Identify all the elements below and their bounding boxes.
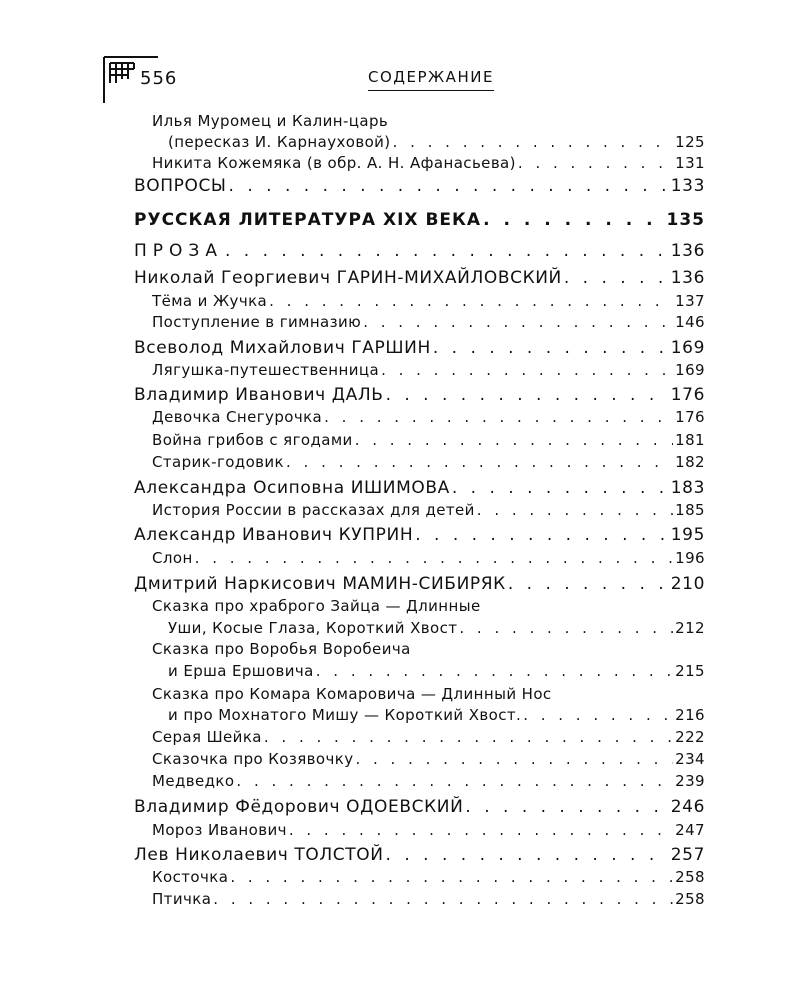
toc-entry-vorobey[interactable] xyxy=(168,662,705,680)
toc-entry-title: Александра Осиповна ИШИМОВА xyxy=(134,478,450,498)
toc-entry-moroz[interactable] xyxy=(152,821,705,839)
toc-entry-devochka[interactable] xyxy=(152,408,705,426)
toc-page-number: 195 xyxy=(670,525,705,545)
toc-page-number: 176 xyxy=(670,385,705,405)
toc-author-tolstoy[interactable] xyxy=(134,845,705,865)
toc-page-number: 183 xyxy=(670,478,705,498)
toc-entry-title: Мороз Иванович xyxy=(152,821,287,839)
toc-page-number: 239 xyxy=(675,772,705,790)
toc-author-garin[interactable] xyxy=(134,268,705,288)
toc-entry-title: Лев Николаевич ТОЛСТОЙ xyxy=(134,845,384,865)
toc-entry-ilya[interactable] xyxy=(168,133,705,151)
toc-page-number: 234 xyxy=(675,750,705,768)
toc-entry-istoriya[interactable] xyxy=(152,501,705,519)
toc-entry-zayats[interactable] xyxy=(168,619,705,637)
toc-author-dal[interactable] xyxy=(134,385,705,405)
toc-author-garshin[interactable] xyxy=(134,338,705,358)
toc-entry-title: Владимир Фёдорович ОДОЕВСКИЙ xyxy=(134,797,464,817)
toc-entry-title: Косточка xyxy=(152,868,229,886)
toc-author-mamin[interactable] xyxy=(134,574,705,594)
toc-page-number: 247 xyxy=(675,821,705,839)
toc-entry-medvedko[interactable] xyxy=(152,772,705,790)
toc-page-number: 258 xyxy=(675,890,705,908)
toc-entry-tema[interactable] xyxy=(152,292,705,310)
page-number: 556 xyxy=(140,68,178,89)
toc-entry-zayats-line1: Сказка про храброго Зайца — Длинные xyxy=(152,597,481,615)
toc-entry-title: Лягушка-путешественница xyxy=(152,361,380,379)
toc-entry-title: Всеволод Михайлович ГАРШИН xyxy=(134,338,431,358)
toc-entry-title: Никита Кожемяка (в обр. А. Н. Афанасьева) xyxy=(152,154,516,172)
toc-page-number: 169 xyxy=(670,338,705,358)
toc-entry-voprosy[interactable] xyxy=(134,176,705,196)
toc-entry-title: Сказочка про Козявочку xyxy=(152,750,354,768)
toc-author-kuprin[interactable] xyxy=(134,525,705,545)
toc-page-number: 136 xyxy=(670,241,705,261)
toc-entry-title: Серая Шейка xyxy=(152,728,262,746)
toc-entry-sheyka[interactable] xyxy=(152,728,705,746)
toc-page-number: 131 xyxy=(675,154,705,172)
toc-page-number: 258 xyxy=(675,868,705,886)
toc-entry-title: Поступление в гимназию xyxy=(152,313,362,331)
toc-page-number: 135 xyxy=(666,210,705,230)
toc-page-number: 222 xyxy=(675,728,705,746)
toc-page-number: 185 xyxy=(675,501,705,519)
toc-entry-kostochka[interactable] xyxy=(152,868,705,886)
toc-entry-slon[interactable] xyxy=(152,549,705,567)
toc-author-odoevsky[interactable] xyxy=(134,797,705,817)
toc-entry-ilya-line1: Илья Муромец и Калин-царь xyxy=(152,112,389,130)
toc-page-number: 182 xyxy=(675,453,705,471)
toc-page-number: 169 xyxy=(675,361,705,379)
toc-entry-title: Слон xyxy=(152,549,193,567)
toc-page-number: 146 xyxy=(675,313,705,331)
toc-entry-title: Девочка Снегурочка xyxy=(152,408,323,426)
toc-page-number: 181 xyxy=(675,431,705,449)
toc-entry-lyagushka[interactable] xyxy=(152,361,705,379)
toc-entry-kozyavochka[interactable] xyxy=(152,750,705,768)
toc-entry-title: РУССКАЯ ЛИТЕРАТУРА XIX ВЕКА xyxy=(134,210,482,230)
toc-entry-komar-line1: Сказка про Комара Комаровича — Длинный Нос xyxy=(152,685,552,703)
toc-entry-voyna[interactable] xyxy=(152,431,705,449)
toc-entry-starik[interactable] xyxy=(152,453,705,471)
toc-entry-komar[interactable] xyxy=(168,706,705,724)
toc-entry-title: и Ерша Ершовича xyxy=(168,662,314,680)
toc-entry-title: ПРОЗА xyxy=(134,241,223,261)
toc-entry-title: Медведко xyxy=(152,772,235,790)
toc-entry-title: Уши, Косые Глаза, Короткий Хвост xyxy=(168,619,458,637)
toc-entry-title: Николай Георгиевич ГАРИН-МИХАЙЛОВСКИЙ xyxy=(134,268,562,288)
toc-page-number: 257 xyxy=(670,845,705,865)
toc-entry-ptichka[interactable] xyxy=(152,890,705,908)
toc-entry-title: (пересказ И. Карнауховой) xyxy=(168,133,391,151)
toc-page-number: 212 xyxy=(675,619,705,637)
toc-author-ishimova[interactable] xyxy=(134,478,705,498)
toc-entry-title: Война грибов с ягодами xyxy=(152,431,353,449)
toc-entry-nikita[interactable] xyxy=(152,154,705,172)
toc-entry-title: Дмитрий Наркисович МАМИН-СИБИРЯК xyxy=(134,574,506,594)
toc-page-number: 216 xyxy=(675,706,705,724)
toc-entry-title: Старик-годовик xyxy=(152,453,285,471)
toc-page-number: 137 xyxy=(675,292,705,310)
toc-section-heading[interactable] xyxy=(134,210,705,230)
toc-page-number: 215 xyxy=(675,662,705,680)
toc-entry-title: и про Мохнатого Мишу — Короткий Хвост. xyxy=(168,706,522,724)
toc-entry-vorobey-line1: Сказка про Воробья Воробеича xyxy=(152,640,411,658)
toc-entry-title: Владимир Иванович ДАЛЬ xyxy=(134,385,384,405)
toc-page-number: 176 xyxy=(675,408,705,426)
toc-entry-title: Александр Иванович КУПРИН xyxy=(134,525,414,545)
toc-entry-title: Тёма и Жучка xyxy=(152,292,268,310)
toc-page-number: 136 xyxy=(670,268,705,288)
running-title: СОДЕРЖАНИЕ xyxy=(368,68,494,91)
toc-page-number: 210 xyxy=(670,574,705,594)
toc-page-number: 196 xyxy=(675,549,705,567)
toc-page-number: 133 xyxy=(670,176,705,196)
toc-page-number: 125 xyxy=(675,133,705,151)
toc-entry-title: ВОПРОСЫ xyxy=(134,176,227,196)
toc-subsection-proza[interactable] xyxy=(134,241,705,261)
toc-entry-title: Птичка xyxy=(152,890,212,908)
toc-page-number: 246 xyxy=(670,797,705,817)
toc-entry-title: История России в рассказах для детей xyxy=(152,501,475,519)
toc-entry-postuplenie[interactable] xyxy=(152,313,705,331)
